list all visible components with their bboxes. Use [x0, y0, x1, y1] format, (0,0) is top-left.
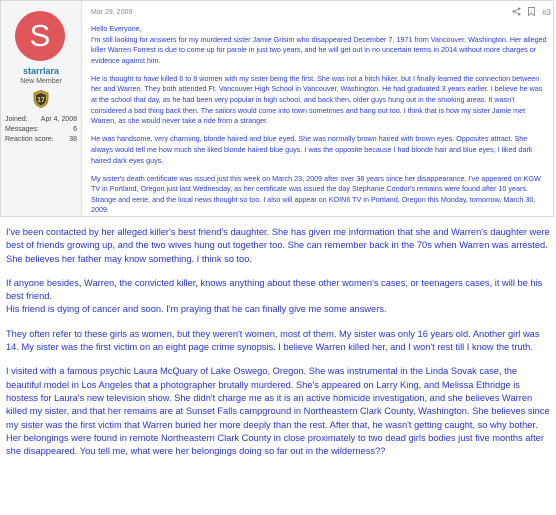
post-paragraph: He was handsome, very charming, blonde haired and blue eyed. She was normally brown haired with brown eyes. Opposites attract. She always would tell me how much she liked blonde haired blue guys. I was the opposite because I had blonde hair and blue eyes, I liked dark haired dark eyes guys.	[91, 134, 533, 165]
stat-value: 38	[69, 136, 77, 143]
content-paragraph: I visited with a famous psychic Laura McQuary of Lake Oswego, Oregon. She was instrumental in the Linda Sovak case, the beautiful model in Los Angeles that a photographer brutally murdered. She's appeared on Larry King, and Melissa Ethridge is hostess for Laura's new television show. She didn't charge me as it is an active homicide investigation, and she believes Warren killed my sister, and that her remains are at Sunset Falls campground in Northeastern Clark County, Washington. She believes since my sister was the first victim that Warren buried her more deeply than the rest. After that, he wasn't getting caught, so why bother. Her belongings were found in remote Northeastern Clark County in close proximately to two dead girls bodies just five months after she disappeared. You tell me, what were her belongings doing so far out in the wilderness??	[6, 366, 550, 457]
continued-text	[6, 226, 552, 469]
post-paragraph: Hello Everyone, I'm still looking for answers for my murdered sister Jamie Grisim who disappeared December 7, 1971 from Vancouver, Washington. Her alleged killer Warren Forrest is due to come up for parole in just two years, and he will get out in no uncertain terms in 2014 without more charges or evidence against him.	[91, 24, 547, 65]
avatar[interactable]	[15, 11, 65, 61]
content-paragraph: They often refer to these girls as women, but they weren't women, most of them. My sister was only 16 years old. Another girl was 14. My sister was the first victim on an eight page crime synopsis. I believe Warren killed her, and I won't rest till I know the truth.	[6, 328, 540, 353]
svg-text:17: 17	[37, 96, 45, 104]
avatar-letter: S	[29, 18, 51, 53]
user-stats	[5, 115, 77, 145]
bookmark-icon[interactable]	[528, 7, 535, 18]
stat-messages	[5, 125, 77, 135]
username-link[interactable]: starrlara	[22, 66, 60, 76]
stat-value: Apr 4, 2008	[40, 116, 77, 123]
content-paragraph: I've been contacted by her alleged killer's best friend's daughter. She has given me information that she and Warren's daughter were best of friends growing up, and the two wives hung out together too. She can remember back in the 70s when Warren was arrested. She believes her father may know something. I think so too.	[6, 227, 550, 264]
stat-label: Joined:	[5, 116, 28, 123]
stat-label: Reaction score:	[5, 136, 54, 143]
forum-post	[0, 0, 554, 217]
post-body	[91, 24, 547, 224]
share-icon[interactable]	[512, 7, 521, 18]
post-paragraph: He is thought to have killed 6 to 8 women with my sister being the first. She was not a hitch hiker, but I finally learned the connection between her and Warren. They both attended Ft. Vancouver High School in Vancouver, Washington. He had graduated 3 years earlier. I believe he was at the school that day, as he had been very popular in high school, and back then, older guys hung out in the smoking areas. It wasn't considered a bad thing back then. The sailors would come into town sometimes and hang out too. I think that is how my sister Jamie met Warren, as she would never take a ride from a stranger.	[91, 73, 543, 126]
user-title: New Member	[20, 78, 62, 85]
trophy-shield-icon[interactable]	[33, 90, 49, 108]
post-date[interactable]: Mar 29, 2009	[91, 9, 133, 16]
user-info-panel	[1, 1, 82, 216]
post-actions	[512, 7, 551, 18]
content-paragraph: If anyone besides, Warren, the convicted killer, knows anything about these other women's cases, or teenagers cases, it will be his best friend. His friend is dying of cancer and soon. I'm praying that he can finally give me some answers.	[6, 277, 543, 315]
stat-label: Messages:	[5, 126, 39, 133]
stat-joined	[5, 115, 77, 125]
stat-value: 6	[73, 126, 77, 133]
post-number-link[interactable]: #3	[542, 8, 551, 17]
stat-reaction-score	[5, 135, 77, 145]
post-paragraph: My sister's death certificate was issued just this week on March 23, 2009 after over 38 years since her disappearance. I've appeared on KGW TV in Portland, Oregon just last Wednesday, as her certificate was issued the day Stephanie Condor's remains were found after 10 years. Strange and eerie, and the local news thought so too. I also will appear on KOIN6 TV in Portland, Oregon this Monday, tomorrow, March 30, 2009.	[91, 173, 541, 215]
